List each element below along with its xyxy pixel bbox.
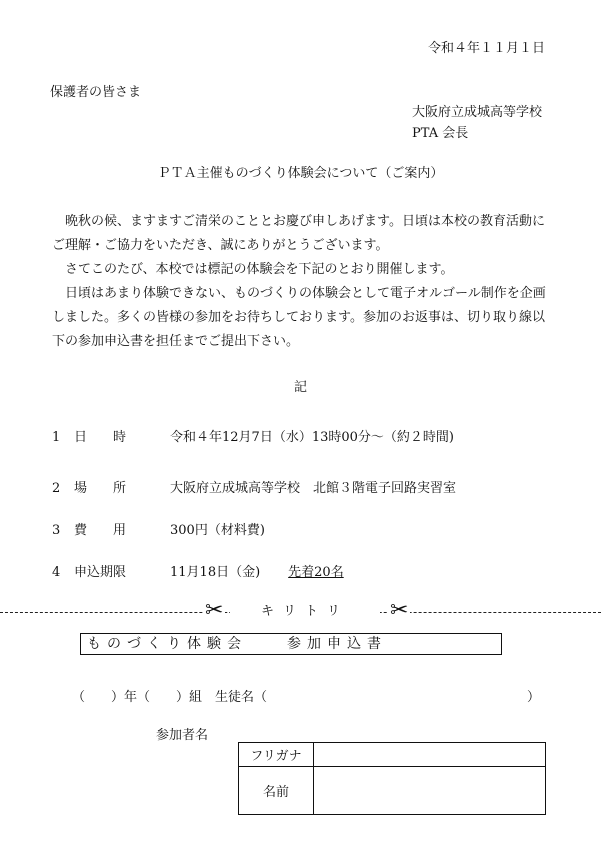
participant-label: 参加者名 — [156, 728, 209, 743]
item-label: 場 所 — [74, 481, 127, 496]
item-datetime — [52, 430, 454, 446]
addressee: 保護者の皆さま — [50, 85, 142, 100]
item-number: 4 — [52, 565, 61, 580]
item-value: 大阪府立成城高等学校 北館３階電子回路実習室 — [170, 481, 457, 496]
item-value: 令和４年12月7日（水）13時00分～（約２時間) — [170, 430, 454, 445]
item-value: 300円（材料費) — [170, 523, 265, 538]
participant-name-table — [238, 742, 546, 815]
sender-role: PTA 会長 — [412, 126, 469, 141]
body-paragraph-details: 日頃はあまり体験できない、ものづくりの体験会として電子オルゴール制作を企画しました。多くの皆様の参加をお待ちしております。参加のお返事は、切り取り線以下の参加申込書を担任までご提出下さい。 — [52, 286, 546, 349]
furigana-label: フリガナ — [239, 743, 314, 767]
scissors-icon: ✂ — [205, 598, 224, 623]
item-value: 11月18日（金) — [170, 565, 261, 580]
document-title: ＰＴＡ主催ものづくり体験会について（ご案内） — [157, 166, 444, 181]
item-number: 2 — [52, 481, 61, 496]
issue-date: 令和４年１１月１日 — [427, 41, 545, 56]
body-text — [52, 210, 550, 354]
form-title: ものづくり体験会 参加申込書 — [80, 633, 502, 655]
item-place — [52, 481, 456, 497]
furigana-field[interactable] — [314, 743, 546, 767]
body-paragraph-announcement: さてこのたび、本校では標記の体験会を下記のとおり開催します。 — [65, 262, 454, 277]
item-deadline — [52, 565, 344, 581]
cut-line — [0, 598, 601, 623]
item-fee — [52, 523, 265, 539]
item-label: 日 時 — [74, 430, 127, 445]
name-label: 名前 — [239, 767, 314, 815]
item-number: 1 — [52, 430, 61, 445]
class-student-line[interactable]: （ ）年（ ）組 生徒名（ ） — [72, 690, 541, 705]
name-field[interactable] — [314, 767, 546, 815]
capacity-note: 先着20名 — [288, 565, 344, 580]
sender-school: 大阪府立成城高等学校 — [412, 105, 543, 120]
scissors-icon: ✂ — [390, 598, 409, 623]
body-paragraph-greeting: 晩秋の候、ますますご清栄のこととお慶び申しあげます。日頃は本校の教育活動にご理解・ご協力をいただき、誠にありがとうございます。 — [52, 214, 545, 253]
item-label: 申込期限 — [74, 565, 127, 580]
cut-line-label: キリトリ — [230, 604, 380, 620]
item-number: 3 — [52, 523, 61, 538]
item-label: 費 用 — [74, 523, 127, 538]
ki-heading: 記 — [293, 380, 307, 395]
